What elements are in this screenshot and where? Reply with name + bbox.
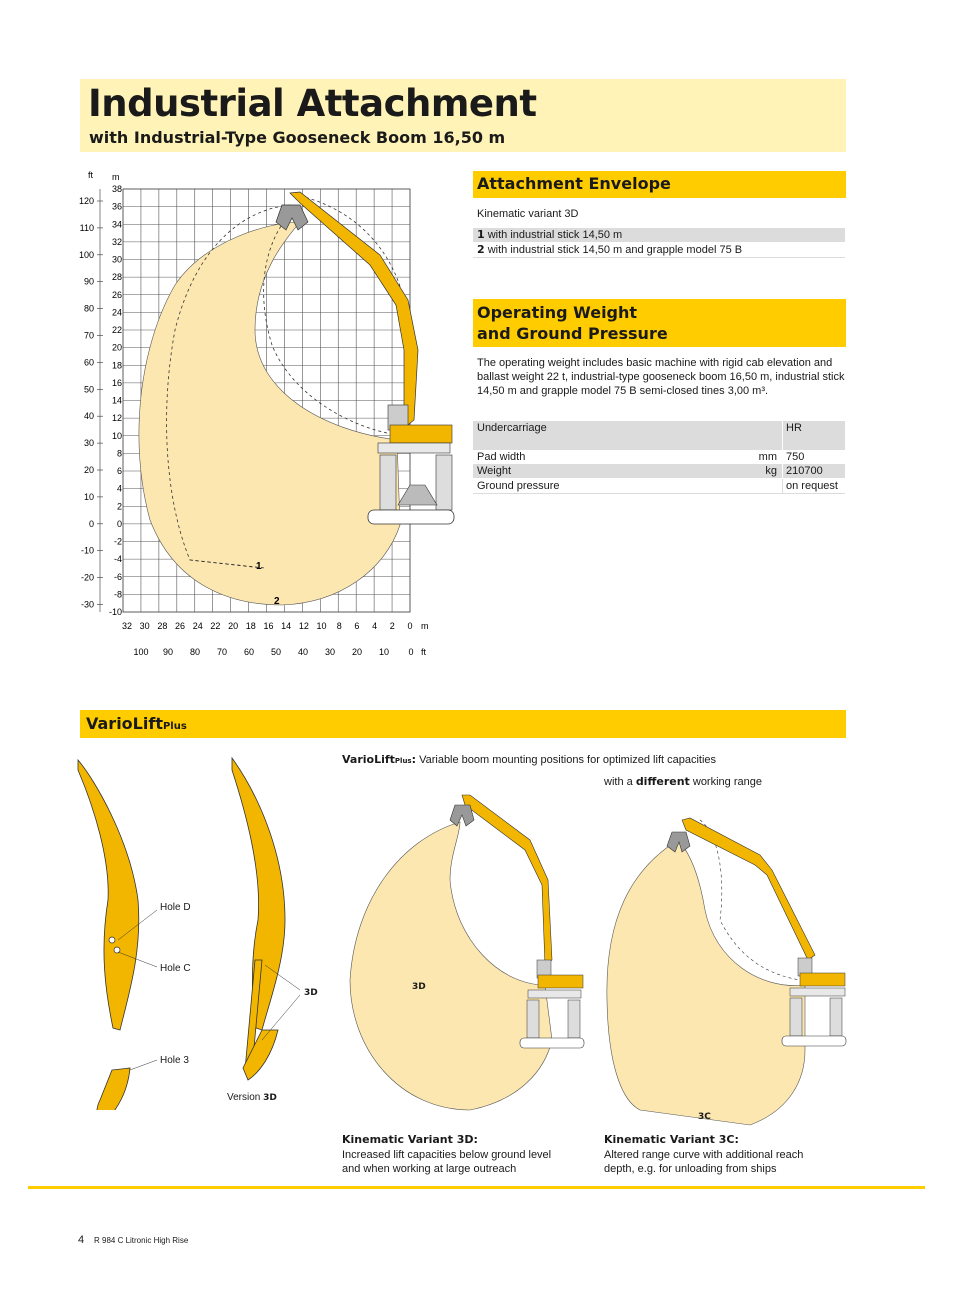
x-tick-ft: 20 bbox=[351, 647, 363, 657]
y-tick-m: -6 bbox=[113, 571, 122, 582]
variolift-intro bbox=[342, 753, 716, 768]
y-tick-m: 2 bbox=[116, 501, 122, 512]
boom-parts-drawing bbox=[70, 750, 340, 1110]
y-tick-m: 14 bbox=[111, 395, 122, 406]
variolift-range-note bbox=[604, 775, 762, 789]
weight-table-row bbox=[473, 464, 845, 478]
hole-c-label: Hole C bbox=[160, 963, 191, 974]
kin-3d-title: Kinematic Variant 3D: bbox=[342, 1133, 478, 1146]
x-tick-m: 30 bbox=[139, 621, 150, 631]
x-tick-ft: 30 bbox=[324, 647, 336, 657]
diagram-3d-label: 3D bbox=[412, 982, 426, 992]
y-tick-m: 36 bbox=[111, 201, 122, 212]
variolift-intro-text: Variable boom mounting positions for optimized lift capacities bbox=[419, 754, 717, 766]
x-unit-ft: ft bbox=[421, 647, 427, 657]
envelope-row-1-num: 1 bbox=[477, 228, 485, 241]
y-tick-m: -4 bbox=[113, 554, 122, 565]
y-tick-ft: 10 bbox=[83, 491, 94, 502]
y-tick-ft: 110 bbox=[79, 222, 94, 233]
x-tick-m: 32 bbox=[121, 621, 133, 631]
y-tick-ft: 50 bbox=[83, 384, 94, 395]
version-value: 3D bbox=[263, 1093, 277, 1103]
y-tick-ft: 100 bbox=[78, 249, 94, 260]
x-tick-ft: 50 bbox=[270, 647, 282, 657]
weight-table-header-divider bbox=[782, 421, 783, 450]
envelope-row-divider bbox=[473, 257, 845, 258]
kin-3c-line1: Altered range curve with additional reach bbox=[604, 1149, 804, 1161]
y-tick-m: 16 bbox=[111, 377, 122, 388]
weight-heading-line1: Operating Weight bbox=[477, 303, 638, 322]
range-bold: different bbox=[635, 775, 690, 788]
x-tick-m: 26 bbox=[175, 621, 186, 631]
ground-pressure-label: Ground pressure bbox=[477, 480, 560, 492]
diagram-3c-label: 3C bbox=[698, 1112, 711, 1122]
y-tick-m: 6 bbox=[116, 466, 122, 476]
y-tick-m: 4 bbox=[116, 483, 122, 494]
x-tick-ft: 90 bbox=[162, 647, 174, 657]
pad-width-unit: mm bbox=[758, 451, 777, 463]
variant-3d-diagram bbox=[340, 785, 595, 1130]
y-tick-ft: 20 bbox=[83, 465, 94, 475]
y-tick-ft: 80 bbox=[83, 303, 94, 314]
x-tick-m: 22 bbox=[210, 621, 221, 631]
envelope-heading: Attachment Envelope bbox=[477, 174, 671, 193]
page-subtitle: with Industrial-Type Gooseneck Boom 16,50 m bbox=[89, 128, 506, 147]
y-tick-m: 34 bbox=[111, 219, 122, 230]
x-tick-ft: 0 bbox=[408, 647, 414, 657]
curve-label-2: 2 bbox=[274, 596, 280, 607]
y-tick-m: 24 bbox=[111, 307, 122, 318]
pad-width-label: Pad width bbox=[477, 451, 526, 463]
envelope-row-2-text: with industrial stick 14,50 m and grapple model 75 B bbox=[487, 244, 743, 256]
kin-3c-line2: depth, e.g. for unloading from ships bbox=[604, 1163, 777, 1175]
x-tick-ft: 70 bbox=[216, 647, 228, 657]
version-label bbox=[227, 1092, 277, 1103]
x-tick-ft: 60 bbox=[243, 647, 255, 657]
variolift-intro-suffix: Plus bbox=[394, 757, 412, 765]
variant-3c-diagram bbox=[600, 805, 850, 1130]
boom-part-left bbox=[78, 760, 139, 1030]
y-tick-m: -10 bbox=[108, 607, 122, 617]
variant-3d-grapple bbox=[450, 805, 474, 826]
y-tick-m: -2 bbox=[113, 536, 122, 547]
ground-pressure-value: on request bbox=[786, 480, 838, 492]
x-tick-m: 0 bbox=[407, 621, 413, 631]
variolift-intro-colon: : bbox=[411, 753, 417, 766]
y-tick-ft: -20 bbox=[80, 572, 94, 583]
variolift-heading-suffix: Plus bbox=[162, 721, 187, 732]
weight-table-row bbox=[473, 450, 845, 464]
stick-piece bbox=[97, 1068, 130, 1110]
x-tick-m: 24 bbox=[192, 621, 203, 631]
y-tick-m: 22 bbox=[111, 325, 122, 335]
y-tick-ft: 30 bbox=[83, 438, 94, 449]
range-prefix: with a bbox=[604, 776, 633, 788]
hole-d-label: Hole D bbox=[160, 902, 191, 913]
y-tick-m: 8 bbox=[116, 448, 122, 459]
y-tick-m: 0 bbox=[116, 518, 122, 529]
variolift-heading bbox=[86, 714, 187, 737]
undercarriage-value: HR bbox=[786, 422, 802, 434]
y-tick-m: 26 bbox=[111, 289, 122, 300]
variant-3d-boom bbox=[462, 795, 552, 965]
x-unit-m: m bbox=[421, 621, 429, 631]
envelope-row-2-num: 2 bbox=[477, 243, 485, 256]
x-tick-m: 28 bbox=[157, 621, 168, 631]
y-unit-m: m bbox=[112, 172, 120, 182]
hole-d-marker bbox=[109, 937, 115, 943]
envelope-row-1-content bbox=[477, 228, 622, 242]
envelope-row-2-content bbox=[477, 243, 742, 257]
row-divider bbox=[782, 450, 783, 464]
x-tick-ft: 40 bbox=[297, 647, 309, 657]
label-3d: 3D bbox=[304, 988, 318, 998]
x-tick-m: 20 bbox=[228, 621, 239, 631]
footer-rule bbox=[28, 1186, 925, 1189]
y-tick-m: 18 bbox=[111, 360, 122, 371]
page-number: 4 bbox=[78, 1234, 85, 1246]
y-tick-ft: 0 bbox=[88, 518, 94, 529]
variant-3d-envelope bbox=[350, 822, 552, 1110]
weight-table-row bbox=[473, 479, 845, 493]
hole-3-label: Hole 3 bbox=[160, 1055, 189, 1066]
y-tick-ft: -10 bbox=[80, 545, 94, 556]
kinematic-variant-text: Kinematic variant 3D bbox=[477, 208, 579, 220]
curve-label-1: 1 bbox=[256, 561, 262, 572]
y-tick-m: 10 bbox=[111, 430, 122, 441]
x-tick-ft: 100 bbox=[133, 647, 149, 657]
page-title: Industrial Attachment bbox=[88, 82, 537, 125]
variolift-heading-bar bbox=[80, 710, 846, 738]
x-tick-m: 10 bbox=[316, 621, 327, 631]
envelope-row-1-text: with industrial stick 14,50 m bbox=[487, 229, 623, 241]
undercarriage-label: Undercarriage bbox=[477, 422, 547, 434]
y-tick-ft: 120 bbox=[78, 196, 94, 206]
y-tick-ft: 40 bbox=[83, 411, 94, 422]
weight-heading-line2: and Ground Pressure bbox=[477, 324, 668, 343]
x-tick-m: 14 bbox=[281, 621, 292, 631]
kin-3d-line1: Increased lift capacities below ground level bbox=[342, 1149, 552, 1161]
variolift-intro-brand: VarioLift bbox=[342, 753, 395, 766]
version-text: Version bbox=[227, 1092, 261, 1103]
x-tick-m: 12 bbox=[298, 621, 309, 631]
footer-model: R 984 C Litronic High Rise bbox=[94, 1236, 189, 1245]
kin-3d-line2: and when working at large outreach bbox=[342, 1163, 517, 1175]
weight-label: Weight bbox=[477, 465, 512, 477]
x-tick-m: 16 bbox=[263, 621, 274, 631]
y-tick-ft: 70 bbox=[83, 330, 94, 341]
range-suffix: working range bbox=[692, 776, 762, 788]
x-tick-m: 6 bbox=[354, 621, 360, 631]
x-tick-m: 18 bbox=[245, 621, 256, 631]
weight-description: The operating weight includes basic machine with rigid cab elevation and ballast weight 22 t, industrial-type gooseneck boom 16,50 m, industrial stick 14,50 m and grapple model 75 B semi-closed tines 3,00 m³. bbox=[477, 357, 845, 397]
row-divider bbox=[782, 479, 783, 493]
weight-unit: kg bbox=[765, 465, 777, 477]
variant-3d-machine bbox=[520, 960, 584, 1048]
weight-value: 210700 bbox=[786, 465, 823, 477]
y-tick-m: 38 bbox=[111, 184, 122, 194]
kin-3c-title: Kinematic Variant 3C: bbox=[604, 1133, 739, 1146]
x-tick-m: 4 bbox=[372, 621, 378, 631]
x-tick-m: 8 bbox=[336, 621, 342, 631]
y-tick-ft: 60 bbox=[83, 357, 94, 368]
y-tick-m: 12 bbox=[111, 413, 122, 424]
y-tick-ft: -30 bbox=[80, 599, 94, 610]
x-tick-ft: 80 bbox=[189, 647, 201, 657]
y-tick-m: 30 bbox=[111, 254, 122, 265]
hole-c-marker bbox=[114, 947, 120, 953]
y-tick-m: 28 bbox=[111, 272, 122, 283]
pad-width-value: 750 bbox=[786, 451, 805, 463]
y-tick-ft: 90 bbox=[83, 276, 94, 287]
x-tick-m: 2 bbox=[389, 621, 395, 631]
y-tick-m: 20 bbox=[111, 342, 122, 353]
attachment-envelope-chart bbox=[60, 160, 470, 665]
x-tick-ft: 10 bbox=[378, 647, 390, 657]
weight-table-bottom-line bbox=[473, 493, 845, 494]
y-unit-ft: ft bbox=[88, 170, 94, 180]
row-divider bbox=[782, 464, 783, 478]
y-tick-m: 32 bbox=[111, 236, 122, 247]
variolift-heading-brand: VarioLift bbox=[86, 714, 163, 733]
variant-3c-machine bbox=[782, 958, 846, 1046]
y-tick-m: -8 bbox=[113, 589, 122, 600]
